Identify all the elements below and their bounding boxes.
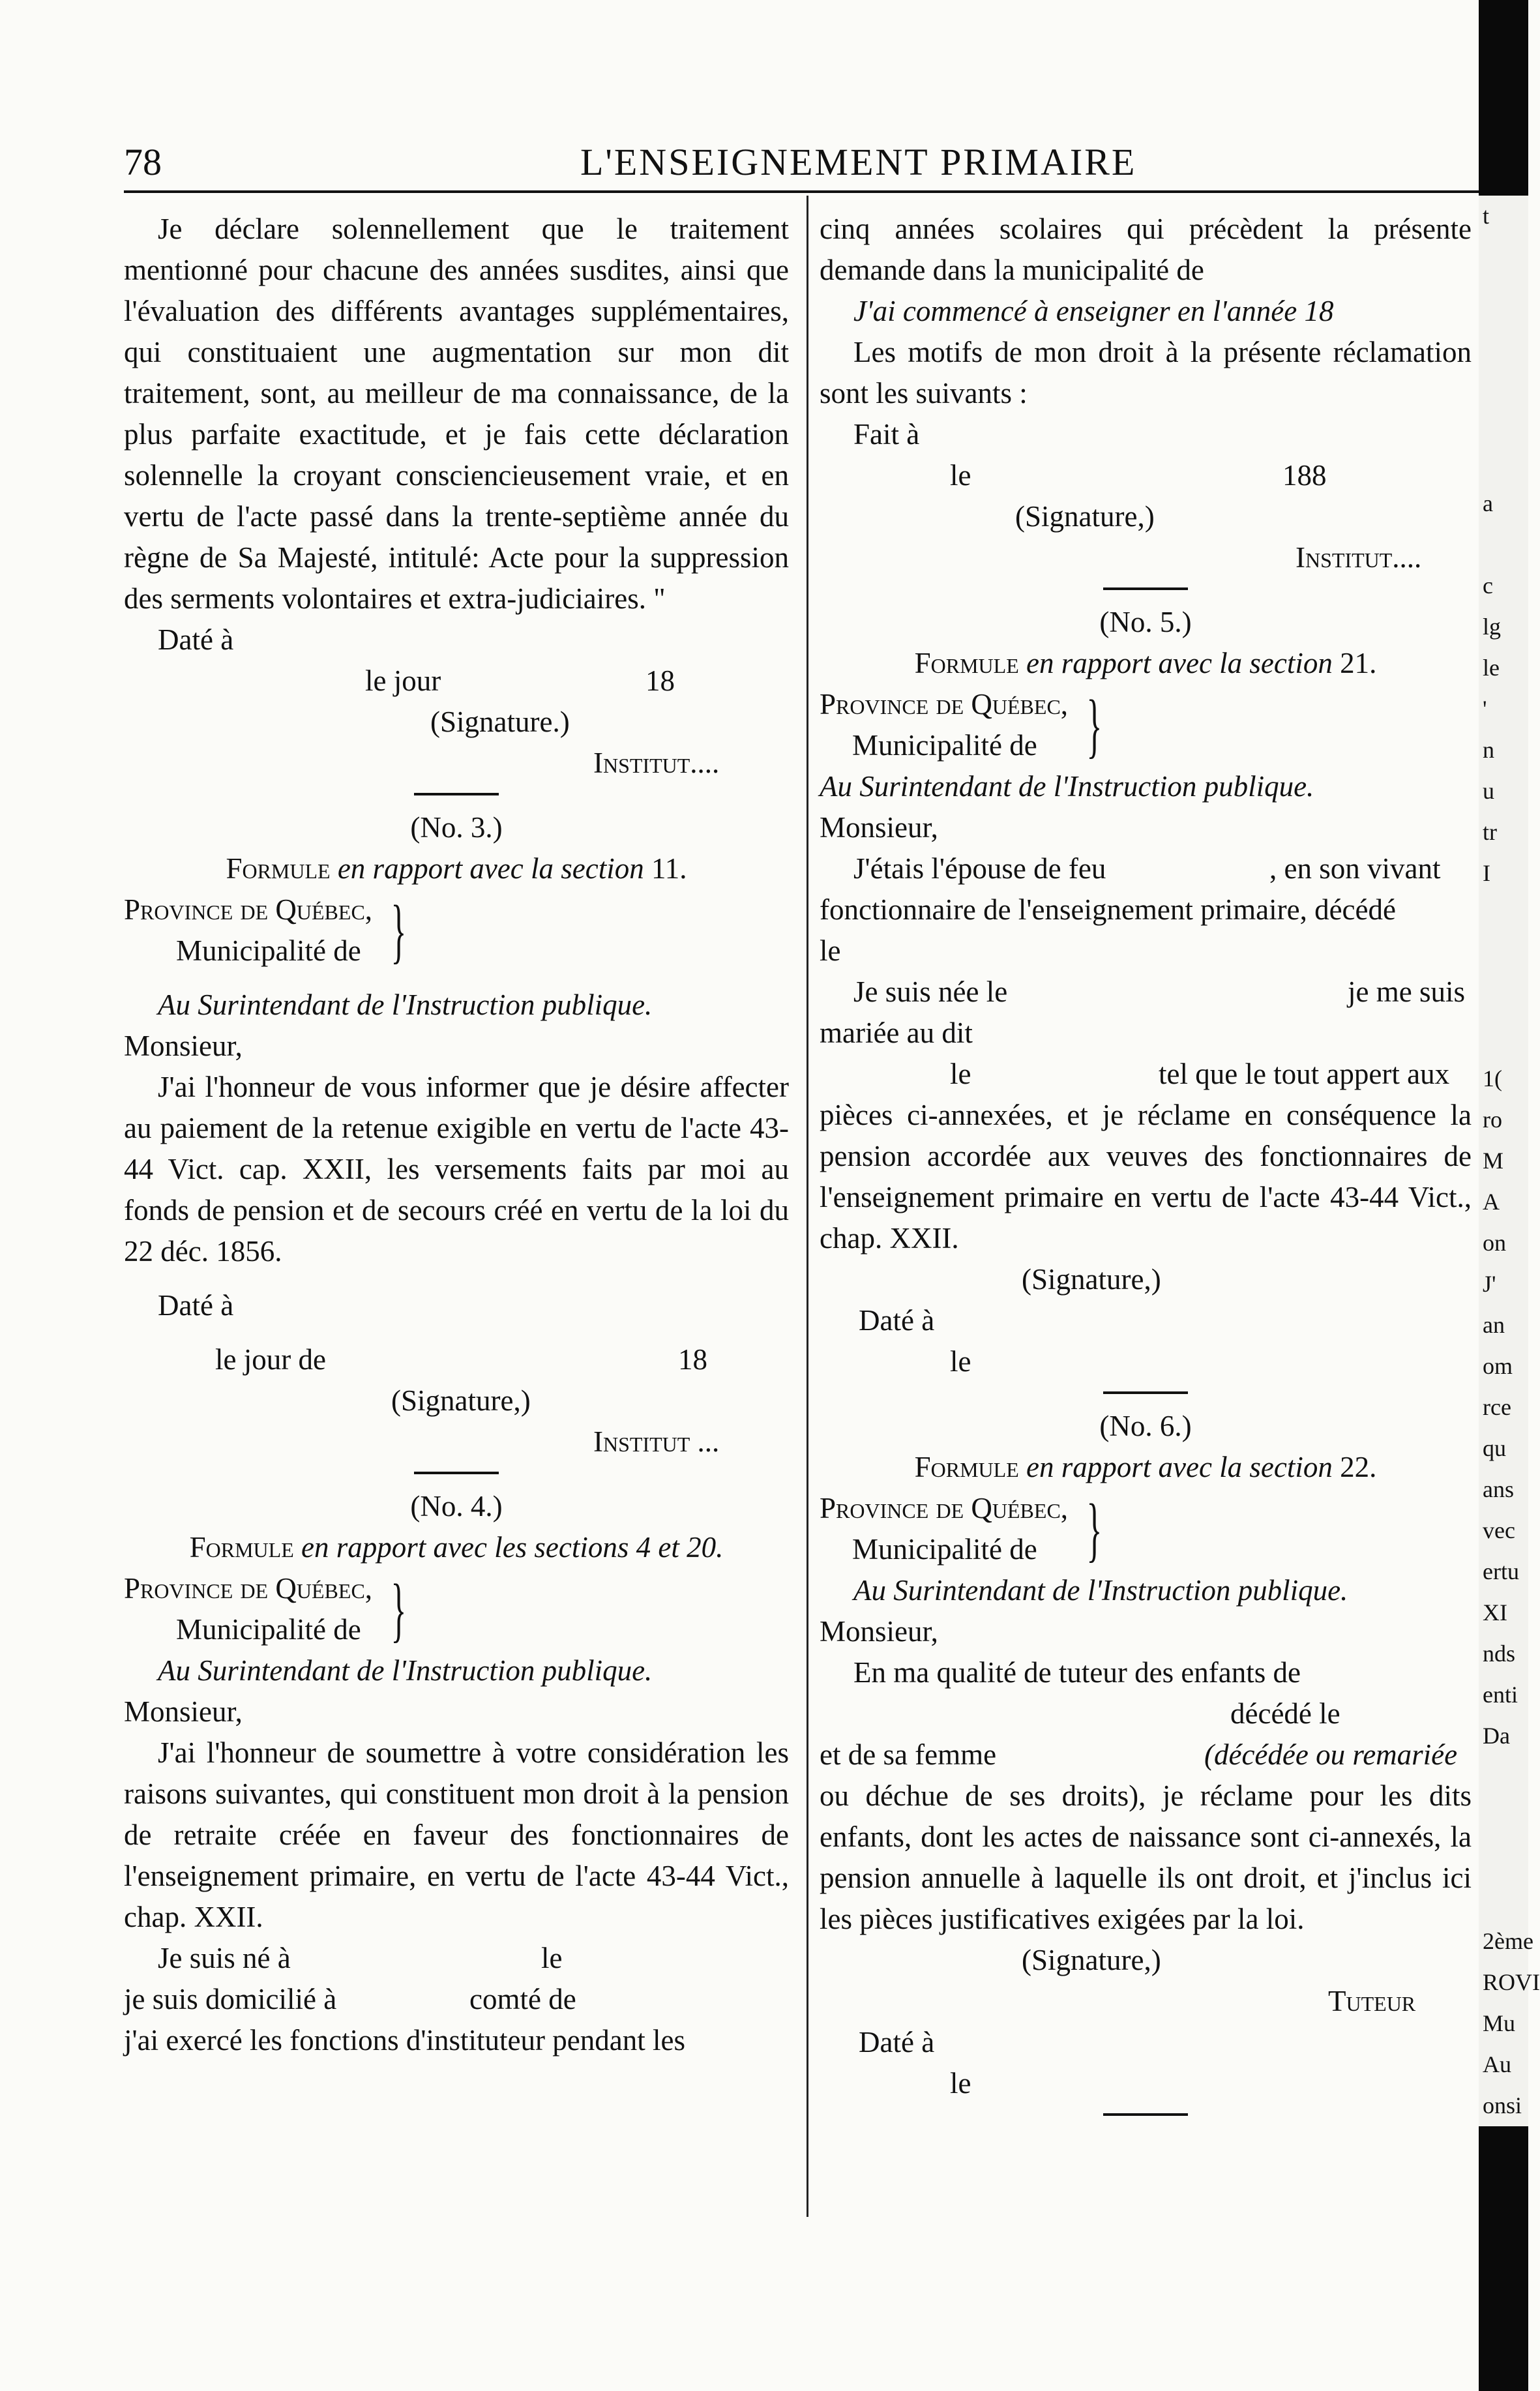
- date-label: Daté à: [859, 2026, 935, 2058]
- section-number: 22.: [1340, 1451, 1377, 1483]
- signature-label: (Signature,): [1015, 500, 1155, 533]
- edge-fragment: tr: [1483, 819, 1497, 845]
- municipality-label: Municipalité de: [852, 1533, 1037, 1566]
- section-rule: [414, 1472, 499, 1474]
- edge-fragment: 2ème: [1483, 1928, 1533, 1954]
- salutation: Monsieur,: [820, 811, 938, 844]
- edge-fragment: XI: [1483, 1599, 1507, 1626]
- edge-fragment: nds: [1483, 1641, 1516, 1667]
- edge-fragment: ro: [1483, 1106, 1502, 1133]
- edge-fragment: [1479, 278, 1528, 319]
- institut-label: Institut....: [593, 747, 720, 779]
- commence-line: J'ai commencé à enseigner en l'année 18: [853, 295, 1334, 327]
- edge-fragment: [1479, 237, 1528, 278]
- wife-label: et de sa femme: [820, 1738, 997, 1771]
- continuation-paragraph: cinq années scolaires qui précèdent la présente demande dans la municipalité de: [820, 213, 1472, 286]
- edge-fragment: [1479, 894, 1528, 935]
- tutor-line: En ma qualité de tuteur des enfants de: [853, 1656, 1301, 1689]
- edge-fragment: [1479, 1880, 1528, 1921]
- edge-fragment: ROVI: [1483, 1969, 1540, 1995]
- married-label: je me suis: [1348, 975, 1465, 1008]
- institut-line-1: [124, 743, 789, 784]
- signature-line-r2: [820, 1259, 1472, 1300]
- edge-fragment: Mu: [1483, 2010, 1516, 2036]
- section-rule: [1103, 1391, 1188, 1394]
- edge-fragment: J': [1483, 1271, 1496, 1297]
- formule-word: Formule: [914, 1451, 1019, 1483]
- section-rule: [1103, 2113, 1188, 2116]
- page-number: 78: [124, 141, 162, 183]
- signature-label: (Signature,): [1022, 1944, 1161, 1976]
- deceased-line: [820, 1693, 1472, 1734]
- form-number-5: (No. 5.): [1099, 606, 1192, 638]
- widow-label: J'étais l'épouse de feu: [853, 852, 1106, 885]
- form-4-body: J'ai l'honneur de soumettre à votre considération les raisons suivantes, qui constituent mon droit à la pension de retraite créée en faveur des fonctionnaires de l'enseignement primaire, en vertu de l'acte 43-44 Vict., chap. XXII.: [124, 1736, 789, 1933]
- province-label: Province de Québec,: [820, 1492, 1069, 1524]
- vivant-label: , en son vivant: [1269, 852, 1441, 885]
- domicile-label: je suis domicilié à: [124, 1983, 337, 2015]
- province-block-3: [124, 889, 789, 972]
- signature-line-r1: [820, 496, 1472, 537]
- heading-text: en rapport avec la section: [1026, 647, 1333, 679]
- edge-fragment: ans: [1483, 1476, 1514, 1502]
- date-label: Daté à: [859, 1304, 935, 1337]
- edge-fragment: [1479, 360, 1528, 401]
- edge-fragment: om: [1483, 1353, 1513, 1379]
- deceased-label: décédé le: [1230, 1697, 1340, 1730]
- exercise-label: j'ai exercé les fonctions d'instituteur pendant les: [124, 2024, 685, 2057]
- le-label: le: [950, 1345, 971, 1378]
- heading-text: en rapport avec les sections 4 et 20.: [301, 1531, 724, 1564]
- municipality-label: Municipalité de: [176, 934, 361, 967]
- formule-word: Formule: [189, 1531, 294, 1564]
- page-header: [124, 140, 1487, 192]
- edge-fragment: a: [1483, 490, 1493, 516]
- appert-label: tel que le tout appert aux: [1159, 1058, 1450, 1090]
- edge-fragment: le: [1483, 655, 1500, 681]
- section-number: 11.: [651, 852, 687, 885]
- edge-fragment: [1479, 319, 1528, 360]
- birth-line: [124, 1938, 789, 1979]
- le-label: le: [950, 459, 971, 492]
- tutor-sign-line: [820, 1981, 1472, 2022]
- domicile-line: [124, 1979, 789, 2020]
- header-rule: [124, 190, 1500, 193]
- jour-line-1: [124, 661, 789, 702]
- signature-label: (Signature,): [391, 1384, 531, 1417]
- date-line-2: [124, 1285, 789, 1326]
- married-line: mariée au dit: [820, 1017, 973, 1049]
- le-line-r2: [820, 1341, 1472, 1382]
- le-label: le: [541, 1942, 563, 1974]
- addressee: Au Surintendant de l'Instruction publique.: [820, 770, 1314, 803]
- institut-line-2: [124, 1421, 789, 1463]
- edge-fragment: rce: [1483, 1394, 1511, 1420]
- addressee: Au Surintendant de l'Instruction publique.: [158, 988, 653, 1021]
- date-line-1: [124, 619, 789, 661]
- province-label: Province de Québec,: [124, 1572, 373, 1605]
- edge-fragment: vec: [1483, 1517, 1515, 1543]
- salutation: Monsieur,: [124, 1030, 243, 1062]
- form-heading-5: [820, 643, 1472, 684]
- salutation: Monsieur,: [820, 1615, 938, 1648]
- province-block-6: [820, 1488, 1472, 1570]
- next-page-edge: [1479, 196, 1540, 2126]
- born-label: Je suis née le: [853, 975, 1008, 1008]
- date-label: Daté à: [158, 623, 234, 656]
- right-column: [820, 209, 1472, 2128]
- edge-fragment: ertu: [1483, 1558, 1519, 1584]
- edge-fragment: [1479, 976, 1528, 1017]
- edge-fragment: qu: [1483, 1435, 1506, 1461]
- edge-fragment: an: [1483, 1312, 1505, 1338]
- edge-fragment: t: [1483, 203, 1490, 229]
- edge-fragment: [1479, 442, 1528, 483]
- year-label: 18: [645, 664, 675, 697]
- addressee: Au Surintendant de l'Instruction publique.: [158, 1654, 653, 1687]
- appert-line: [820, 1054, 1472, 1095]
- form-number-6: (No. 6.): [1099, 1410, 1192, 1442]
- brace-glyph: }: [1086, 1489, 1103, 1569]
- edge-fragment: [1479, 1017, 1528, 1058]
- jour-label: le jour: [365, 664, 441, 697]
- edge-fragment: A: [1483, 1189, 1500, 1215]
- signature-line-2: [124, 1380, 789, 1421]
- left-column: [124, 209, 789, 2061]
- edge-fragment: n: [1483, 737, 1494, 763]
- exercise-line: [124, 2020, 789, 2061]
- edge-fragment: on: [1483, 1230, 1506, 1256]
- date-line-r3: [820, 2022, 1472, 2063]
- edge-fragment: c: [1483, 572, 1493, 599]
- county-label: comté de: [469, 1983, 576, 2015]
- edge-fragment: I: [1483, 860, 1490, 886]
- date-label: Daté à: [158, 1289, 234, 1322]
- edge-fragment: [1479, 524, 1528, 565]
- signature-line-1: [124, 702, 789, 743]
- form-heading-4: [124, 1527, 789, 1568]
- born-label: Je suis né à: [158, 1942, 291, 1974]
- edge-fragment: M: [1483, 1148, 1504, 1174]
- wife-line: [820, 1734, 1472, 1775]
- function-line: fonctionnaire de l'enseignement primaire, décédé: [820, 893, 1396, 926]
- edge-fragment: u: [1483, 778, 1494, 804]
- edge-fragment: [1479, 1839, 1528, 1880]
- le-label: le: [950, 2067, 971, 2100]
- signature-label: (Signature.): [430, 705, 570, 738]
- edge-fragment: [1479, 401, 1528, 442]
- edge-fragment: enti: [1483, 1682, 1518, 1708]
- section-number: 21.: [1340, 647, 1377, 679]
- heading-text: en rapport avec la section: [1026, 1451, 1333, 1483]
- municipality-label: Municipalité de: [176, 1613, 361, 1646]
- jour-line-2: [124, 1339, 789, 1380]
- province-label: Province de Québec,: [124, 893, 373, 926]
- year-label: 188: [1282, 459, 1327, 492]
- section-rule: [414, 793, 499, 795]
- institut-line-r1: [820, 537, 1472, 578]
- brace-glyph: }: [391, 1569, 407, 1649]
- formule-word: Formule: [914, 647, 1019, 679]
- le-label: le: [950, 1058, 971, 1090]
- le-year-line: [820, 455, 1472, 496]
- declaration-paragraph: Je déclare solennellement que le traitement mentionné pour chacune des années susdites, ainsi que l'évaluation des différents avantages supplémentaires, qui constituaient une augmentation sur mon dit traitement, sont, au meilleur de ma connaissance, de la plus parfaite exactitude, et je fais cette déclaration solennelle la croyant consciencieusement vraie, et en vertu de l'acte passé dans la trente-septième année du règne de Sa Majesté, intitulé: Acte pour la suppression des serments volontaires et extra-judiciaires. ": [124, 213, 789, 615]
- municipality-label: Municipalité de: [852, 729, 1037, 762]
- form-5-body: pièces ci-annexées, et je réclame en conséquence la pension accordée aux veuves des fonctionnaires de l'enseignement primaire en vertu de l'acte 43-44 Vict., chap. XXII.: [820, 1099, 1472, 1255]
- motifs-paragraph: Les motifs de mon droit à la présente réclamation sont les suivants :: [820, 336, 1472, 409]
- remarried-label: (décédée ou remariée: [1204, 1738, 1458, 1771]
- formule-word: Formule: [226, 852, 331, 885]
- form-6-body: ou déchue de ses droits), je réclame pour les dits enfants, dont les actes de naissance sont ci-annexés, la pension annuelle à laquelle ils ont droit, et j'inclus ici les pièces justificatives exigées par la loi.: [820, 1779, 1472, 1935]
- institut-label: Institut....: [1296, 541, 1422, 574]
- fait-label: Fait à: [853, 418, 920, 451]
- province-block-4: [124, 1568, 789, 1650]
- institut-label: Institut ...: [593, 1425, 720, 1458]
- edge-fragment: Da: [1483, 1723, 1510, 1749]
- jour-label: le jour de: [215, 1343, 326, 1376]
- form-3-body: J'ai l'honneur de vous informer que je désire affecter au paiement de la retenue exigible en vertu de l'acte 43-44 Vict. cap. XXII, les versements faits par moi au fonds de pension et de secours créé en vertu de la loi du 22 déc. 1856.: [124, 1071, 789, 1268]
- province-block-5: [820, 684, 1472, 766]
- running-title: L'ENSEIGNEMENT PRIMAIRE: [580, 141, 1137, 183]
- salutation: Monsieur,: [124, 1695, 243, 1728]
- heading-text: en rapport avec la section: [337, 852, 644, 885]
- edge-fragment: [1479, 1757, 1528, 1798]
- edge-fragment: lg: [1483, 614, 1502, 640]
- form-heading-6: [820, 1447, 1472, 1488]
- edge-fragment: [1479, 935, 1528, 976]
- form-heading-3: [124, 848, 789, 889]
- brace-glyph: }: [391, 891, 407, 970]
- addressee: Au Surintendant de l'Instruction publique.: [853, 1574, 1348, 1607]
- widow-line: [820, 848, 1472, 889]
- date-line-r2: [820, 1300, 1472, 1341]
- form-number-3: (No. 3.): [410, 811, 503, 844]
- signature-line-r3: [820, 1940, 1472, 1981]
- year-label: 18: [678, 1343, 707, 1376]
- le-line: le: [820, 934, 841, 967]
- le-line-r3: [820, 2063, 1472, 2104]
- edge-fragment: 1(: [1483, 1065, 1502, 1092]
- signature-label: (Signature,): [1022, 1263, 1161, 1296]
- edge-fragment: ': [1483, 696, 1487, 722]
- fait-line: [820, 414, 1472, 455]
- born-line: [820, 972, 1472, 1013]
- edge-fragment: [1479, 1798, 1528, 1839]
- section-rule: [1103, 587, 1188, 590]
- brace-glyph: }: [1086, 685, 1103, 765]
- tutor-label: Tuteur: [1328, 1985, 1416, 2017]
- form-number-4: (No. 4.): [410, 1490, 503, 1522]
- column-divider: [807, 196, 808, 2217]
- edge-fragment: Au: [1483, 2051, 1511, 2077]
- edge-fragment: onsi: [1483, 2092, 1522, 2118]
- province-label: Province de Québec,: [820, 688, 1069, 720]
